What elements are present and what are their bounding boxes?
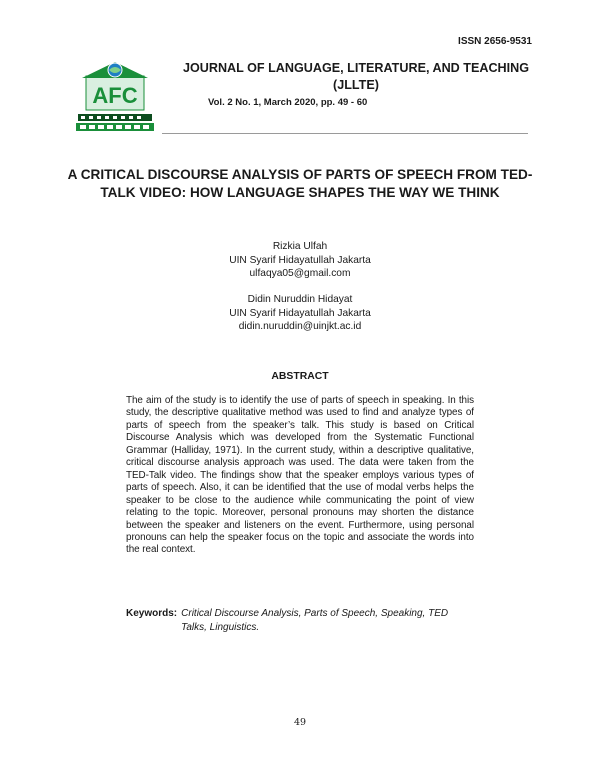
issn: ISSN 2656-9531 [458, 36, 532, 47]
keywords-label: Keywords: [126, 608, 178, 619]
volume-info: Vol. 2 No. 1, March 2020, pp. 49 - 60 [208, 97, 368, 108]
logo-graphic [72, 56, 158, 134]
header-divider [162, 133, 528, 134]
author-affiliation: UIN Syarif Hidayatullah Jakarta [229, 307, 371, 319]
paper-title: A CRITICAL DISCOURSE ANALYSIS OF PARTS OF SPEECH FROM TED-TALK VIDEO: HOW LANGUAGE SHAPES THE WAY WE THINK [67, 167, 533, 200]
page-number: 49 [293, 717, 307, 728]
logo-text: AFC [92, 83, 138, 108]
author-block [120, 240, 480, 281]
author-name: Rizkia Ulfah [272, 241, 328, 252]
author-email[interactable]: didin.nuruddin@uinjkt.ac.id [238, 321, 362, 332]
author-affiliation: UIN Syarif Hidayatullah Jakarta [229, 254, 371, 266]
author-block [120, 293, 480, 334]
author-name: Didin Nuruddin Hidayat [247, 294, 353, 305]
keywords-label-text: Keywords [126, 608, 174, 619]
abstract-heading: ABSTRACT [271, 371, 329, 382]
abstract-body: The aim of the study is to identify the use of parts of speech in speaking. In this study, the descriptive qualitative method was used to find and analyze types of parts of speech from the speaker’s talk. This study is based on Critical Discourse Analysis which was developed from the Systematic Functional Grammar (Halliday, 1971). In the current study, within a descriptive qualitative, critical discourse analysis approach was used. The data were taken from the TED-Talk video. The findings show that the speaker employs various types of parts of speech. Also, it can be identified that the use of modal verbs helps the speaker to be close to the audience while communicating the point of view relating to the topic. Moreover, personal pronouns may shorten the distance between the speaker and listeners on the event. Furthermore, using personal pronouns can help the speaker focus on the topic and associate the words into the real context. [126, 395, 474, 556]
keywords [126, 607, 486, 634]
journal-logo-icon [72, 56, 158, 134]
journal-title: JOURNAL OF LANGUAGE, LITERATURE, AND TEACHING (JLLTE) [182, 61, 530, 92]
keywords-list: Critical Discourse Analysis, Parts of Speech, Speaking, TED Talks, Linguistics. [181, 608, 449, 633]
author-email[interactable]: ulfaqya05@gmail.com [249, 268, 351, 279]
